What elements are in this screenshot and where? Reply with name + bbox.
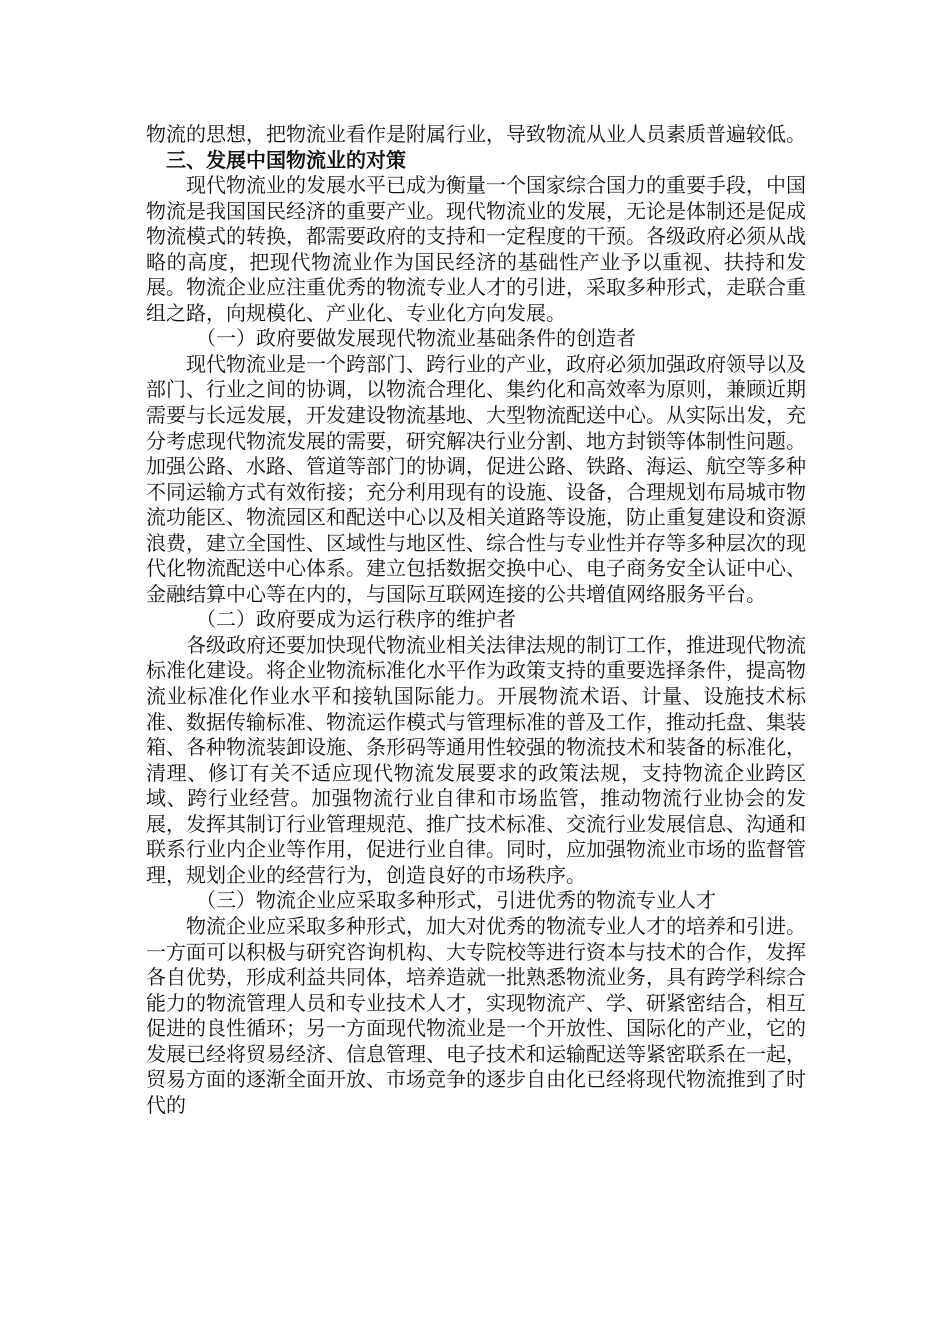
paragraph-continuation: 物流的思想，把物流业看作是附属行业，导致物流从业人员素质普遍较低。	[146, 122, 806, 146]
body-paragraph: 物流企业应采取多种形式，加大对优秀的物流专业人才的培养和引进。一方面可以积极与研究咨询机构、大专院校等进行资本与技术的合作，发挥各自优势，形成利益共同体，培养造就一批熟悉物流业务，具有跨学科综合能力的物流管理人员和专业技术人才，实现物流产、学、研紧密结合，相互促进的良性循环；另一方面现代物流业是一个开放性、国际化的产业，它的发展已经将贸易经济、信息管理、电子技术和运输配送等紧密联系在一起，贸易方面的逐渐全面开放、市场竞争的逐步自由化已经将现代物流推到了时代的	[146, 913, 806, 1117]
section-heading: 三、发展中国物流业的对策	[166, 147, 406, 172]
subsection-heading: （一）政府要做发展现代物流业基础条件的创造者	[196, 326, 636, 351]
document-page	[146, 122, 806, 1118]
subsection-heading: （二）政府要成为运行秩序的维护者	[196, 607, 516, 632]
body-paragraph: 各级政府还要加快现代物流业相关法律法规的制订工作，推进现代物流标准化建设。将企业物流标准化水平作为政策支持的重要选择条件，提高物流业标准化作业水平和接轨国际能力。开展物流术语、计量、设施技术标准、数据传输标准、物流运作模式与管理标准的普及工作，推动托盘、集装箱、各种物流装卸设施、条形码等通用性较强的物流技术和装备的标准化，清理、修订有关不适应现代物流发展要求的政策法规，支持物流企业跨区域、跨行业经营。加强物流行业自律和市场监管，推动物流行业协会的发展，发挥其制订行业管理规范、推广技术标准、交流行业发展信息、沟通和联系行业内企业等作用，促进行业自律。同时，应加强物流业市场的监督管理，规划企业的经营行为，创造良好的市场秩序。	[146, 632, 806, 887]
subsection-heading: （三）物流企业应采取多种形式，引进优秀的物流专业人才	[196, 888, 716, 913]
body-paragraph: 现代物流业是一个跨部门、跨行业的产业，政府必须加强政府领导以及部门、行业之间的协调，以物流合理化、集约化和高效率为原则，兼顾近期需要与长远发展，开发建设物流基地、大型物流配送中心。从实际出发，充分考虑现代物流发展的需要，研究解决行业分割、地方封锁等体制性问题。加强公路、水路、管道等部门的协调，促进公路、铁路、海运、航空等多种不同运输方式有效衔接；充分利用现有的设施、设备，合理规划布局城市物流功能区、物流园区和配送中心以及相关道路等设施，防止重复建设和资源浪费，建立全国性、区域性与地区性、综合性与专业性并存等多种层次的现代化物流配送中心体系。建立包括数据交换中心、电子商务安全认证中心、金融结算中心等在内的，与国际互联网连接的公共增值网络服务平台。	[146, 351, 806, 606]
body-paragraph: 现代物流业的发展水平已成为衡量一个国家综合国力的重要手段，中国物流是我国国民经济的重要产业。现代物流业的发展，无论是体制还是促成物流模式的转换，都需要政府的支持和一定程度的干预。各级政府必须从战略的高度，把现代物流业作为国民经济的基础性产业予以重视、扶持和发展。物流企业应注重优秀的物流专业人才的引进，采取多种形式，走联合重组之路，向规模化、产业化、专业化方向发展。	[146, 173, 806, 325]
